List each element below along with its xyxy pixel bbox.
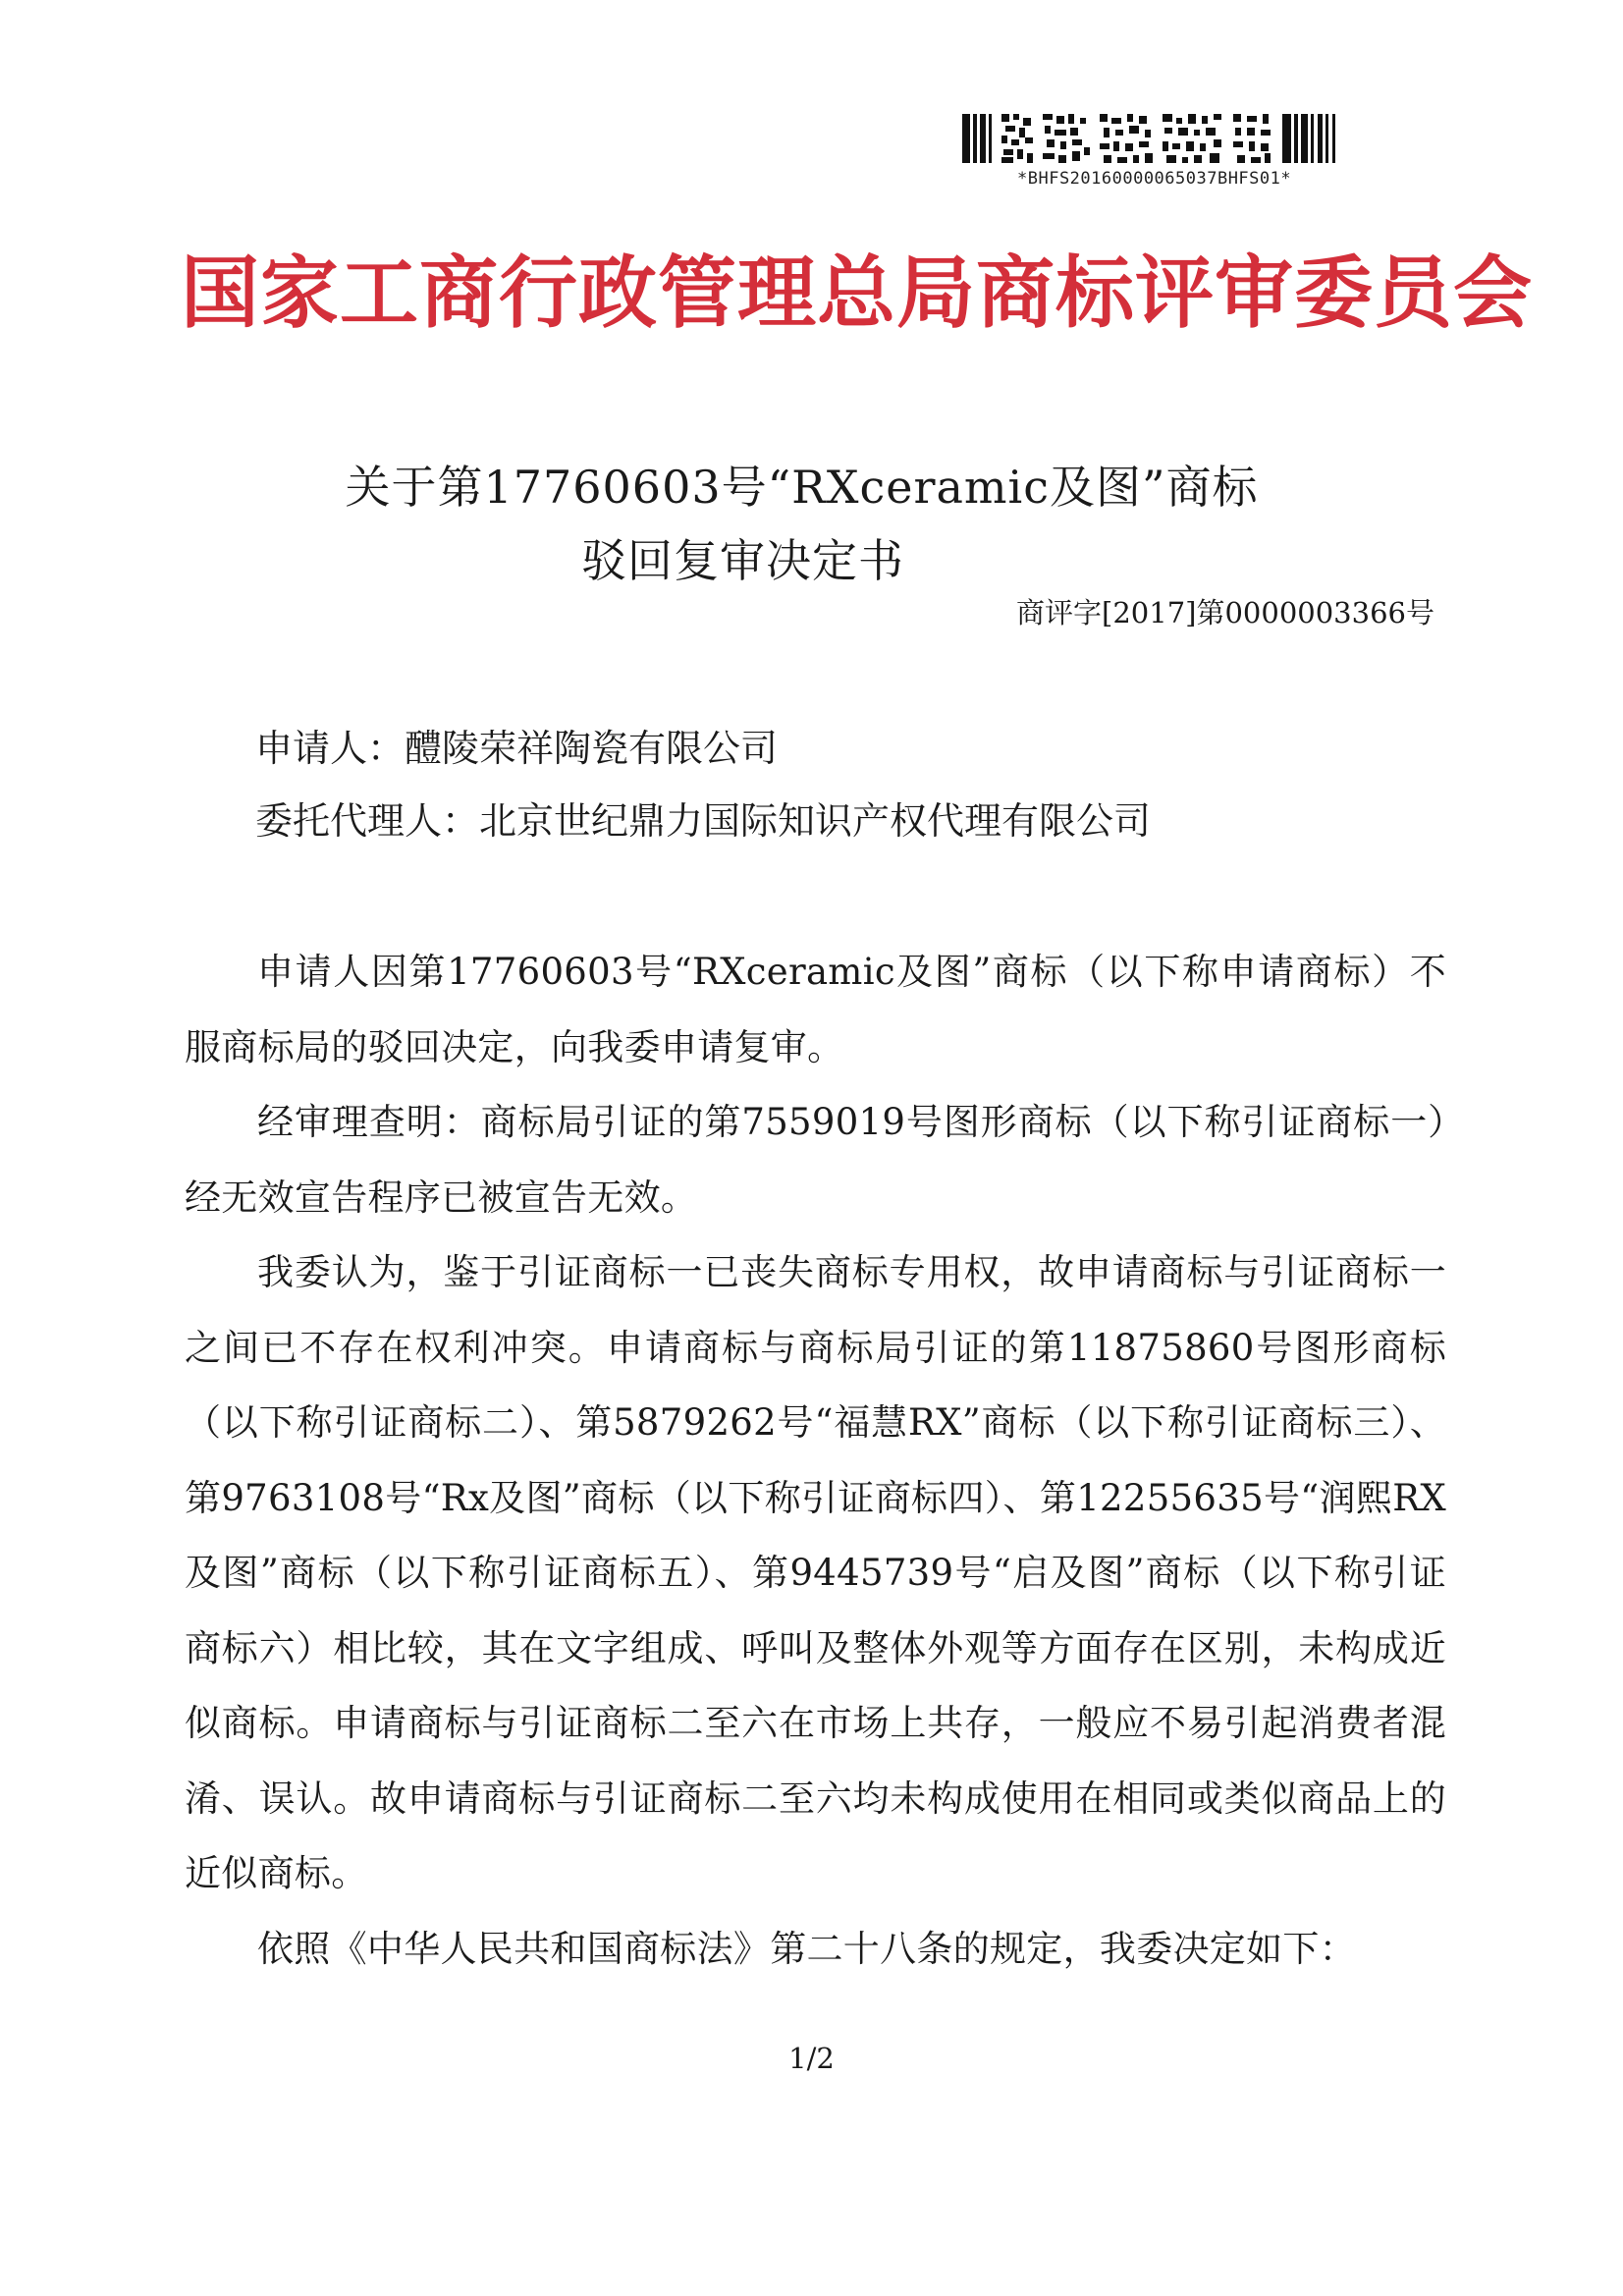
body-paragraph: 依照《中华人民共和国商标法》第二十八条的规定，我委决定如下： <box>257 1927 1356 1970</box>
page-number: 1/2 <box>788 2042 835 2075</box>
body-paragraph: 我委认为，鉴于引证商标一已丧失商标专用权，故申请商标与引证商标一之间已不存在权利冲突。申请商标与商标局引证的第11875860号图形商标（以下称引证商标二）、第5879262号“福慧RX”商标（以下称引证商标三）、第9763108号“Rx及图”商标（以下称引证商标四）、第12255635号“润熙RX及图”商标（以下称引证商标五）、第9445739号“启及图”商标（以下称引证商标六）相比较，其在文字组成、呼叫及整体外观等方面存在区别，未构成近似商标。申请商标与引证商标二至六在市场上共存，一般应不易引起消费者混淆、误认。故申请商标与引证商标二至六均未构成使用在相同或类似商品上的近似商标。 <box>185 1251 1446 1894</box>
document-number: 商评字[2017]第0000003366号 <box>1016 596 1434 629</box>
body-paragraph: 申请人因第17760603号“RXceramic及图”商标（以下称申请商标）不服商标局的驳回决定，向我委申请复审。 <box>185 951 1446 1068</box>
barcode-number: *BHFS20160000065037BHFS01* <box>1017 169 1292 189</box>
applicant-line: 申请人：醴陵荣祥陶瓷有限公司 <box>255 727 779 770</box>
document-title-line2: 驳回复审决定书 <box>581 534 904 587</box>
letterhead-title: 国家工商行政管理总局商标评审委员会 <box>181 247 1533 339</box>
document-title-line1: 关于第17760603号“RXceramic及图”商标 <box>345 461 1259 514</box>
barcode-image <box>962 114 1363 163</box>
decision-body <box>185 935 1446 1987</box>
body-paragraph: 经审理查明：商标局引证的第7559019号图形商标（以下称引证商标一）经无效宣告程序已被宣告无效。 <box>185 1101 1446 1219</box>
barcode <box>962 114 1375 189</box>
agent-line: 委托代理人：北京世纪鼎力国际知识产权代理有限公司 <box>255 799 1152 843</box>
